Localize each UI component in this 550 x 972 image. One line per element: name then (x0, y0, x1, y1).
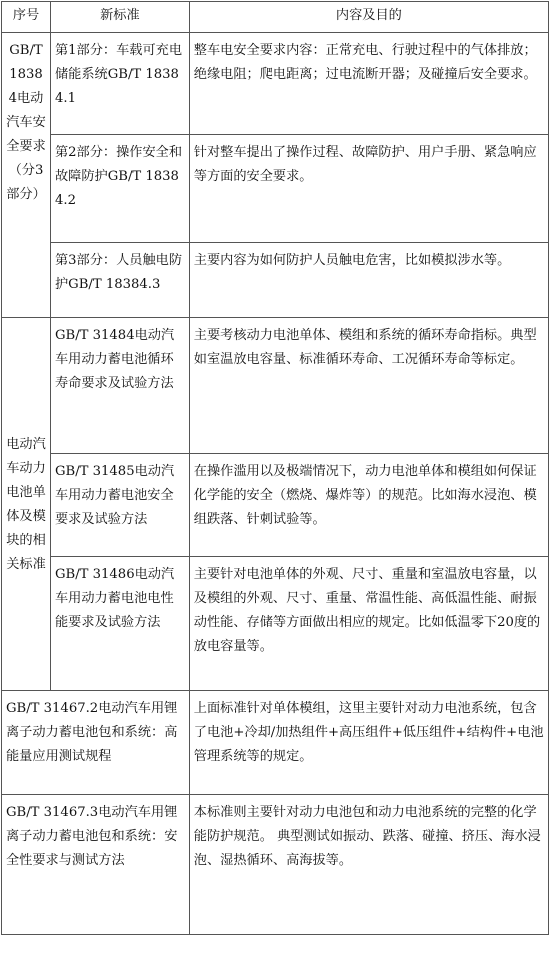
standard-cell: GB/T 31484电动汽车用动力蓄电池循环寿命要求及试验方法 (50, 318, 189, 454)
content-cell: 整车电安全要求内容：正常充电、行驶过程中的气体排放；绝缘电阻；爬电距离；过电流断开器；及碰撞后安全要求。 (189, 33, 548, 135)
table-row (2, 557, 549, 691)
category-cell: 电动汽车动力电池单体及模块的相关标准 (2, 318, 51, 691)
table-row (2, 318, 549, 454)
standard-cell: GB/T 31485电动汽车用动力蓄电池安全要求及试验方法 (50, 454, 189, 557)
header-row (2, 2, 549, 33)
content-cell: 本标准则主要针对动力电池包和动力电池系统的完整的化学能防护规范。 典型测试如振动、跌落、碰撞、挤压、海水浸泡、湿热循环、高海拔等。 (189, 795, 548, 935)
content-cell: 主要考核动力电池单体、模组和系统的循环寿命指标。典型如室温放电容量、标准循环寿命、工况循环寿命等标定。 (189, 318, 548, 454)
content-cell: 在操作滥用以及极端情况下，动力电池单体和模组如何保证化学能的安全（燃烧、爆炸等）的规范。比如海水浸泡、模组跌落、针刺试验等。 (189, 454, 548, 557)
header-index: 序号 (2, 2, 51, 33)
content-cell: 主要针对电池单体的外观、尺寸、重量和室温放电容量，以及模组的外观、尺寸、重量、常温性能、高低温性能、耐振动性能、存储等方面做出相应的规定。比如低温零下20度的放电容量等。 (189, 557, 548, 691)
standard-cell: GB/T 31467.2电动汽车用锂离子动力蓄电池包和系统：高能量应用测试规程 (2, 691, 190, 795)
standard-cell: 第1部分：车载可充电储能系统GB/T 18384.1 (50, 33, 189, 135)
table-row (2, 33, 549, 135)
category-cell: GB/T 18384电动汽车安全要求（分3部分） (2, 33, 51, 318)
table-row (2, 691, 549, 795)
standards-table (1, 1, 549, 935)
header-content: 内容及目的 (189, 2, 548, 33)
content-cell: 主要内容为如何防护人员触电危害，比如模拟涉水等。 (189, 243, 548, 318)
content-cell: 上面标准针对单体模组，这里主要针对动力电池系统，包含了电池+冷却/加热组件+高压组件+低压组件+结构件+电池管理系统等的规定。 (189, 691, 548, 795)
table-row (2, 454, 549, 557)
standard-cell: 第2部分：操作安全和故障防护GB/T 18384.2 (50, 135, 189, 243)
table-row (2, 135, 549, 243)
standard-cell: GB/T 31467.3电动汽车用锂离子动力蓄电池包和系统：安全性要求与测试方法 (2, 795, 190, 935)
standard-cell: 第3部分：人员触电防护GB/T 18384.3 (50, 243, 189, 318)
standard-cell: GB/T 31486电动汽车用动力蓄电池电性能要求及试验方法 (50, 557, 189, 691)
table-row (2, 243, 549, 318)
header-standard: 新标准 (50, 2, 189, 33)
content-cell: 针对整车提出了操作过程、故障防护、用户手册、紧急响应等方面的安全要求。 (189, 135, 548, 243)
table-row (2, 795, 549, 935)
